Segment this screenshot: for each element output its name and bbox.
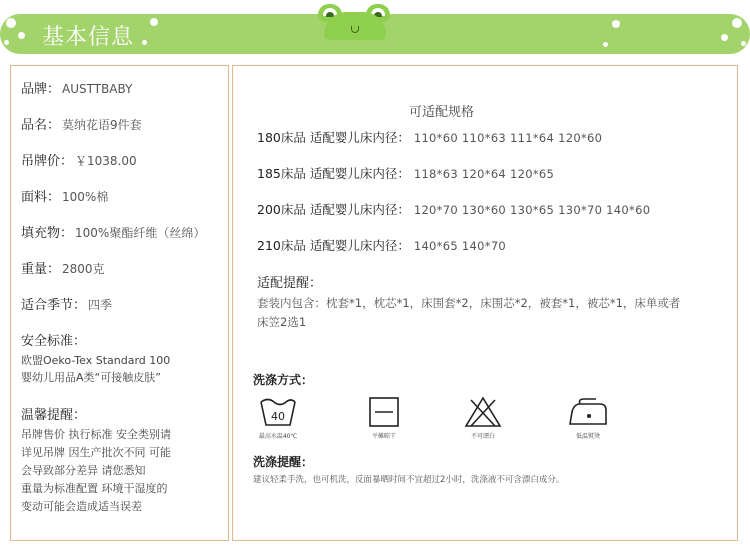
frog-mascot-icon (318, 4, 392, 44)
spec-row-label: 185床品 适配婴儿床内径： (257, 166, 410, 181)
warm-tip-line-2: 详见吊牌 因生产批次不同 可能 (21, 446, 171, 459)
flat-dry-caption: 平摊晾干 (371, 433, 396, 440)
brand-row (21, 78, 132, 97)
safety-standard-line-1: 欧盟Oeko-Tex Standard 100 (21, 354, 171, 367)
svg-text:40: 40 (271, 410, 285, 423)
decorative-dots-right (590, 14, 750, 54)
spec-row-label: 180床品 适配婴儿床内径： (257, 130, 410, 145)
fabric-label: 面料： (21, 190, 61, 205)
basic-info-panel (10, 65, 229, 541)
wash-tip-text: 建议轻柔手洗，也可机洗，反面暴晒时间不宜超过2小时，洗涤液不可含漂白成分。 (253, 475, 565, 485)
spec-row-185 (257, 164, 554, 182)
warm-tip-label: 温馨提醒： (21, 408, 87, 423)
product-name-row (21, 114, 142, 133)
fabric-value: 100%棉 (62, 190, 109, 204)
filling-value: 100%聚酯纤维（丝绵） (75, 226, 206, 240)
fit-reminder-text: 套装内包含：枕套*1，枕芯*1，床围套*2，床围芯*2，被套*1，被芯*1，床单或者床笠2选1 (257, 296, 681, 329)
fabric-row (21, 186, 108, 205)
warm-tip-line-3: 会导致部分差异 请您悉知 (21, 464, 146, 477)
tag-price-row (21, 150, 137, 169)
tag-price-label: 吊牌价： (21, 154, 74, 169)
safety-standard-line-2: 婴幼儿用品A类“可接触皮肤” (21, 371, 161, 384)
no-bleach-caption: 不可漂白 (470, 433, 495, 440)
warm-tip-line-5: 变动可能会造成适当误差 (21, 500, 142, 513)
page-title: 基本信息 (42, 25, 135, 50)
no-bleach-icon (448, 396, 518, 440)
spec-row-sizes: 140*65 140*70 (413, 239, 507, 253)
product-name-label: 品名： (21, 118, 61, 133)
season-value: 四季 (88, 298, 113, 312)
weight-row (21, 258, 105, 277)
season-label: 适合季节： (21, 298, 87, 313)
washing-label: 洗涤方式： (253, 373, 314, 387)
spec-row-label: 210床品 适配婴儿床内径： (257, 238, 410, 253)
filling-label: 填充物： (21, 226, 74, 241)
spec-title: 可适配规格 (409, 105, 475, 120)
fit-reminder-label: 适配提醒： (257, 276, 323, 291)
filling-row (21, 222, 205, 241)
warm-tip-line-1: 吊牌售价 执行标准 安全类别请 (21, 428, 171, 441)
spec-panel (232, 65, 738, 541)
spec-row-sizes: 110*60 110*63 111*64 120*60 (413, 131, 603, 145)
flat-dry-icon (349, 396, 419, 440)
spec-row-200 (257, 200, 650, 218)
safety-standard-label: 安全标准： (21, 334, 87, 349)
wash-tip-label: 洗涤提醒： (253, 455, 314, 469)
warm-tip-line-4: 重量为标准配置 环境干湿度的 (21, 482, 168, 495)
spec-row-sizes: 118*63 120*64 120*65 (413, 167, 555, 181)
spec-row-sizes: 120*70 130*60 130*65 130*70 140*60 (413, 203, 651, 217)
wash-40-icon (243, 396, 313, 440)
low-iron-icon (553, 396, 623, 440)
low-iron-caption: 低温熨烫 (575, 433, 600, 440)
tag-price-value: ￥1038.00 (75, 154, 137, 168)
weight-value: 2800克 (62, 262, 105, 276)
weight-label: 重量： (21, 262, 61, 277)
brand-value: AUSTTBABY (62, 82, 133, 96)
spec-row-180 (257, 128, 602, 146)
brand-label: 品牌： (21, 82, 61, 97)
season-row (21, 294, 112, 313)
spec-row-label: 200床品 适配婴儿床内径： (257, 202, 410, 217)
wash-40-caption: 最高水温40℃ (258, 433, 298, 440)
product-name-value: 莫纳花语9件套 (62, 118, 142, 132)
spec-row-210 (257, 236, 506, 254)
